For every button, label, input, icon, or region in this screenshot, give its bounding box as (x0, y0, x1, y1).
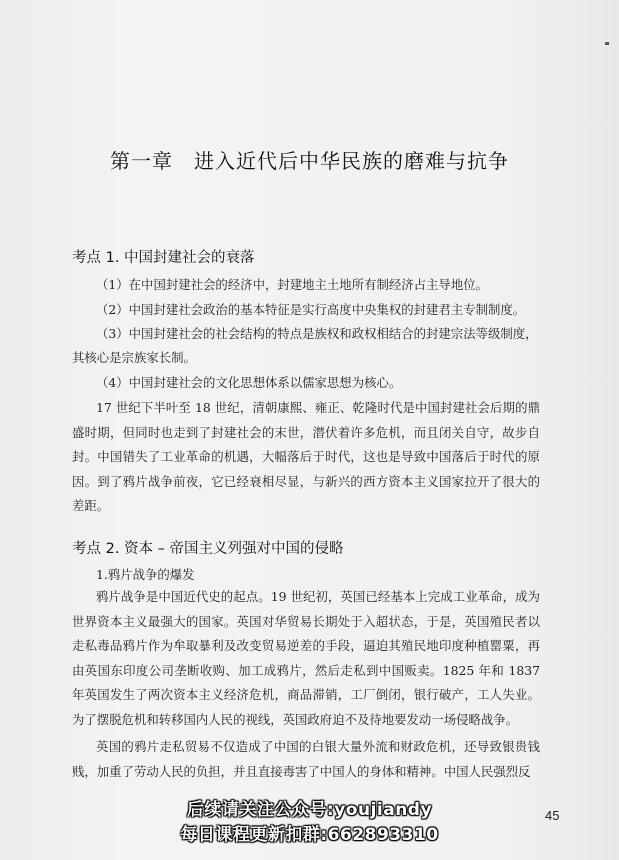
section1-item-4: （4）中国封建社会的文化思想体系以儒家思想为核心。 (96, 375, 402, 390)
scan-mark (605, 42, 609, 45)
section2-subheading: 1.鸦片战争的爆发 (96, 567, 195, 582)
section2-heading: 考点 2. 资本 – 帝国主义列强对中国的侵略 (72, 541, 344, 557)
watermark-line-2: 每日课程更新扣群:662893310 (180, 825, 439, 845)
section1-item-1: （1）在中国封建社会的经济中，封建地主土地所有制经济占主导地位。 (96, 277, 488, 292)
watermark-line-1: 后续请关注公众号:youjiandy (186, 800, 433, 820)
section1-item-3: （3）中国封建社会的社会结构的特点是族权和政权相结合的封建宗法等级制度， (96, 326, 538, 341)
page-number: 45 (545, 808, 560, 823)
chapter-title: 第一章 进入近代后中华民族的磨难与抗争 (110, 149, 509, 173)
section1-heading: 考点 1. 中国封建社会的衰落 (72, 250, 255, 266)
section2-paragraph-1: 鸦片战争是中国近代史的起点。19 世纪初，英国已经基本上完成工业革命，成为世界资本主义最强大的国家。英国对华贸易长期处于入超状态，于是，英国殖民者以走私毒品鸦片作为牟取暴利及改变贸易逆差的手段，逼迫其殖民地印度种植罂粟，再由英国东印度公司垄断收购、加工成鸦片，然后走私到中国贩卖。1825 年和 1837 年英国发生了两次资本主义经济危机，商品滞销，工厂倒闭，银行破产，工人失业。为了摆脱危机和转移国内人民的视线，英国政府迫不及待地要发动一场侵略战争。 (72, 589, 540, 727)
section2-paragraph-2: 英国的鸦片走私贸易不仅造成了中国的白银大量外流和财政危机，还导致银贵钱贱，加重了劳动人民的负担，并且直接毒害了中国人的身体和精神。中国人民强烈反 (72, 739, 540, 779)
section1-paragraph: 17 世纪下半叶至 18 世纪，清朝康熙、雍正、乾隆时代是中国封建社会后期的鼎盛时期，但同时也走到了封建社会的末世，潜伏着许多危机，而且闭关自守，故步自封。中国错失了工业革命的机遇，大幅落后于时代，这也是导致中国落后于时代的原因。到了鸦片战争前夜，它已经衰相尽显，与新兴的西方资本主义国家拉开了很大的差距。 (72, 400, 540, 513)
section1-item-2: （2）中国封建社会政治的基本特征是实行高度中央集权的封建君主专制制度。 (96, 302, 526, 317)
section1-item-3-continuation: 其核心是宗族家长制。 (72, 350, 196, 365)
